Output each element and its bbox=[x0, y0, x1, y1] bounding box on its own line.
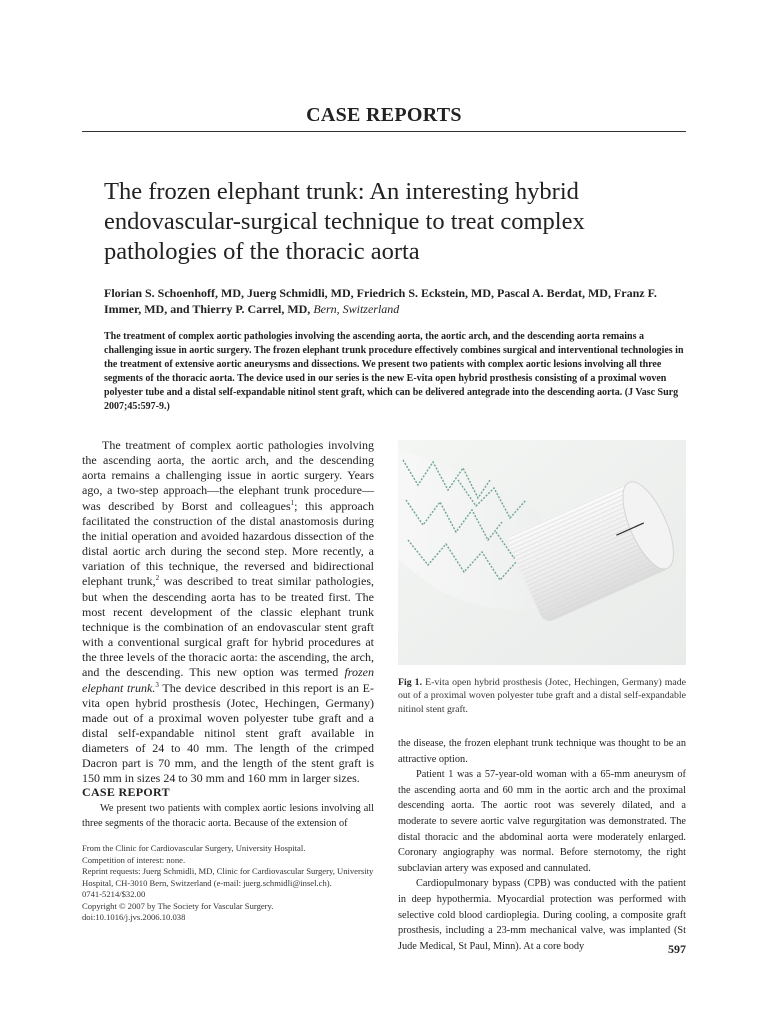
footnote-affiliation: From the Clinic for Cardiovascular Surgery, University Hospital. bbox=[82, 843, 306, 853]
footnote-competition: Competition of interest: none. bbox=[82, 854, 186, 865]
footnote-reprint: Reprint requests: Juerg Schmidli, MD, Clinic for Cardiovascular Surgery, University Hospital, CH-3010 Bern, Switzerland (e-mail: juerg.schmidli@insel.ch). bbox=[82, 866, 374, 888]
case-report-text bbox=[82, 801, 374, 831]
author-list bbox=[104, 285, 684, 317]
footnote-copyright: Copyright © 2007 by The Society for Vascular Surgery. bbox=[82, 900, 274, 911]
figure-label: Fig 1. bbox=[398, 677, 423, 688]
right-paragraph-2: Patient 1 was a 57-year-old woman with a 65-mm aneurysm of the ascending aorta and 60 mm in the aortic arch and the proximal descending aorta. The aortic root was severely dilated, and a moderate to severe aortic valve regurgitation was demonstrated. The distal thoracic and the abdominal aorta were moderately enlarged. Coronary angiography was normal. Before sternotomy, the right subclavian artery was exposed and cannulated. bbox=[398, 769, 686, 874]
intro-italic-term: frozen elephant trunk. bbox=[82, 665, 374, 695]
footnote-issn: 0741-5214/$32.00 bbox=[82, 889, 146, 899]
figure-caption bbox=[398, 676, 686, 716]
footnote-doi: doi:10.1016/j.jvs.2006.10.038 bbox=[82, 912, 186, 922]
article-title: The frozen elephant trunk: An interesting hybrid endovascular-surgical technique to treat complex pathologies of the thoracic aorta bbox=[104, 178, 585, 265]
header-rule bbox=[82, 131, 686, 132]
author-location: Bern, Switzerland bbox=[313, 302, 400, 316]
intro-part3: was described to treat similar pathologies, but when the descending aorta has to be treated first. The most recent development of the classic elephant trunk technique is the combination of an endovascular stent graft with a conventional surgical graft for hybrid procedures at the three levels of the thoracic aorta: the ascending, the arch, and the descending. This new option was termed bbox=[82, 574, 374, 680]
right-column-text bbox=[398, 736, 686, 954]
intro-part2: ; this approach facilitated the construction of the distal anastomosis during the initial operation and avoided hazardous dissection of the distal aortic arch during the second step. More recently, a variation of this technique, the reversed and bidirectional elephant trunk, bbox=[82, 498, 374, 589]
right-paragraph-3: Cardiopulmonary bypass (CPB) was conducted with the patient in deep hypothermia. Myocardial protection was performed with selective cold blood cardioplegia. During cooling, a composite graft prosthesis, including a 23-mm mechanical valve, was implanted (St Jude Medical, St Paul, Minn). At a core body bbox=[398, 878, 686, 952]
ref-2: 2 bbox=[155, 574, 160, 583]
right-paragraph-1: the disease, the frozen elephant trunk technique was thought to be an attractive option. bbox=[398, 738, 686, 765]
intro-paragraph bbox=[82, 438, 374, 787]
authors-names: Florian S. Schoenhoff, MD, Juerg Schmidli, MD, Friedrich S. Eckstein, MD, Pascal A. Berdat, MD, Franz F. Immer, MD, and Thierry P. Carrel, MD, bbox=[104, 286, 657, 316]
case-report-paragraph: We present two patients with complex aortic lesions involving all three segments of the thoracic aorta. Because of the extension of bbox=[82, 803, 374, 829]
page-number: 597 bbox=[668, 942, 686, 956]
case-report-heading: CASE REPORT bbox=[82, 785, 170, 799]
intro-part4: The device described in this report is an E-vita open hybrid prosthesis (Jotec, Hechingen, Germany) made out of a proximal woven polyester tube graft and a distal self-expandable nitinol stent graft available in diameters of 24 to 40 mm. The length of the crimped Dacron part is 70 mm, and the length of the stent graft is 150 mm in sizes 24 to 30 mm and 160 mm in larger sizes. bbox=[82, 680, 374, 786]
ref-1: 1 bbox=[290, 498, 295, 507]
abstract: The treatment of complex aortic pathologies involving the ascending aorta, the aortic arch, and the descending aorta remains a challenging issue in aortic surgery. The frozen elephant trunk procedure effectively combines surgical and interventional technologies in the treatment of extensive aortic aneurysms and dissections. We present two patients with complex aortic lesions involving all three segments of the thoracic aorta. The device used in our series is the new E-vita open hybrid prosthesis consisting of a proximal woven polyester tube and a distal self-expandable nitinol stent graft, which can be delivered antegrade into the descending aorta. (J Vasc Surg 2007;45:597-9.) bbox=[104, 331, 684, 412]
figure-caption-text: E-vita open hybrid prosthesis (Jotec, Hechingen, Germany) made out of a proximal woven polyester tube graft and a distal self-expandable nitinol stent graft. bbox=[398, 677, 687, 715]
footnotes bbox=[82, 843, 374, 924]
intro-text bbox=[82, 438, 374, 787]
intro-part1: The treatment of complex aortic pathologies involving the ascending aorta, the aortic arch, and the descending aorta remains a challenging issue in aortic surgery. Years ago, a two-step approach—the elephant trunk procedure—was described by Borst and colleagues bbox=[82, 438, 374, 513]
ref-3: 3 bbox=[155, 680, 159, 689]
figure-image bbox=[398, 440, 686, 665]
section-header: CASE REPORTS bbox=[306, 104, 462, 126]
